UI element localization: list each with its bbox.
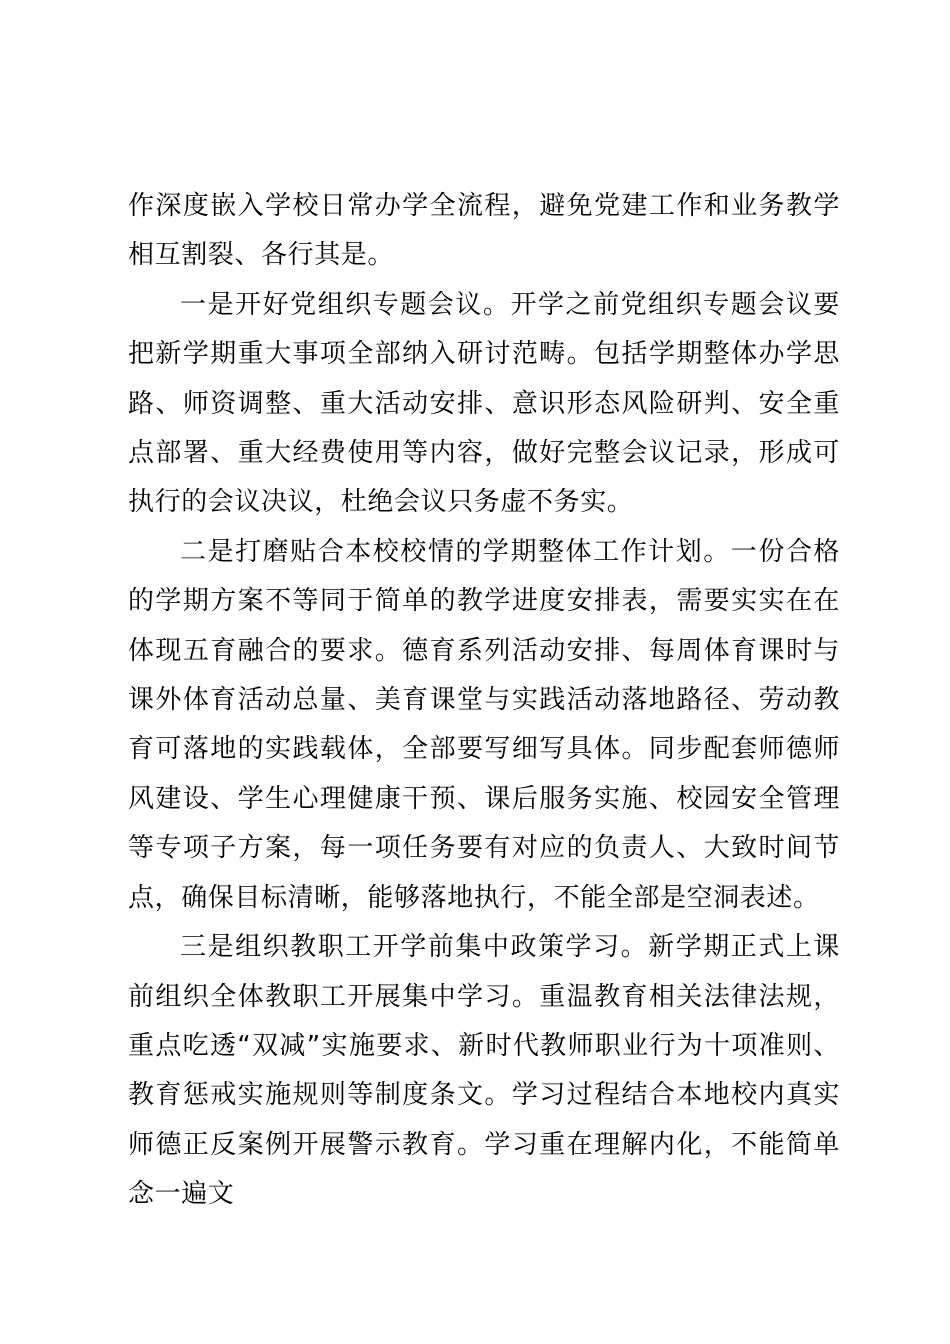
paragraph-semester-plan: 二是打磨贴合本校校情的学期整体工作计划。一份合格的学期方案不等同于简单的教学进度安排表，需要实实在在体现五育融合的要求。德育系列活动安排、每周体育课时与课外体育活动总量、美育课堂与实践活动落地路径、劳动教育可落地的实践载体，全部要写细写具体。同步配套师德师风建设、学生心理健康干预、课后服务实施、校园安全管理等专项子方案，每一项任务要有对应的负责人、大致时间节点，确保目标清晰，能够落地执行，不能全部是空洞表述。 bbox=[128, 536, 840, 913]
paragraph-policy-study: 三是组织教职工开学前集中政策学习。新学期正式上课前组织全体教职工开展集中学习。重温教育相关法律法规，重点吃透“双减”实施要求、新时代教师职业行为十项准则、教育惩戒实施规则等制度条文。学习过程结合本地校内真实师德正反案例开展警示教育。学习重在理解内化，不能简单念一遍文 bbox=[128, 932, 840, 1210]
paragraph-party-meeting: 一是开好党组织专题会议。开学之前党组织专题会议要把新学期重大事项全部纳入研讨范畴。包括学期整体办学思路、师资调整、重大活动安排、意识形态风险研判、安全重点部署、重大经费使用等内容，做好完整会议记录，形成可执行的会议决议，杜绝会议只务虚不务实。 bbox=[128, 289, 840, 518]
document-body bbox=[128, 182, 840, 1220]
paragraph-intro-continuation: 作深度嵌入学校日常办学全流程，避免党建工作和业务教学相互割裂、各行其是。 bbox=[128, 191, 840, 271]
